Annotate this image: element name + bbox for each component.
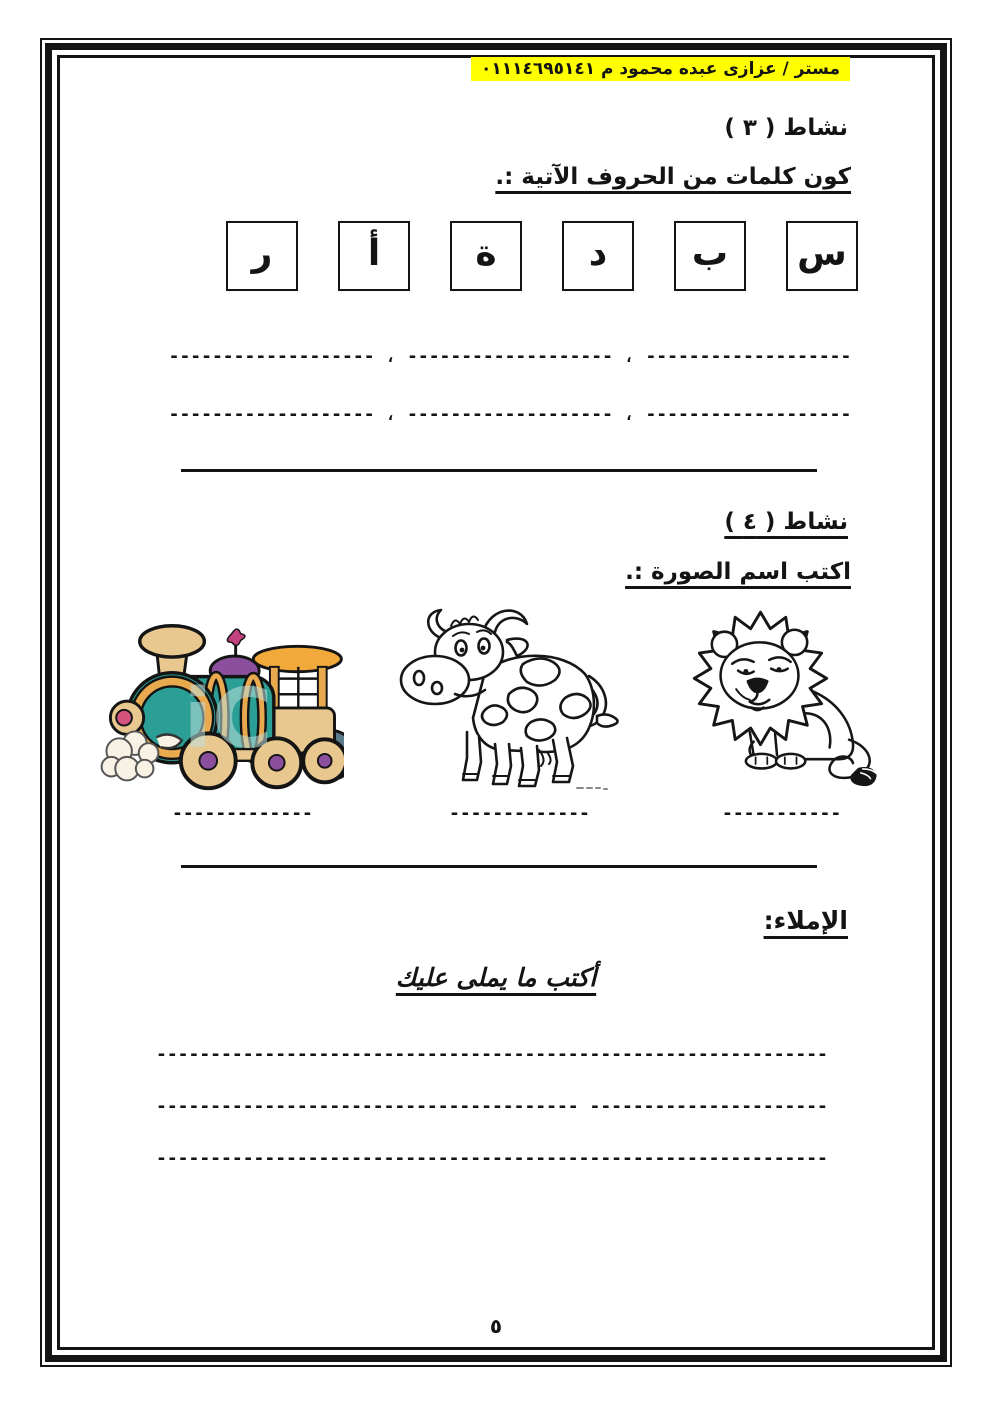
lion-illustration (668, 594, 888, 792)
activity3-instruction: كون كلمات من الحروف الآتية :. (495, 164, 851, 190)
activity3-title: نشاط ( ٣ ) (724, 115, 848, 141)
letter-tile-ba: ب (674, 221, 746, 291)
teacher-info-banner: مستر / عزازى عبده محمود م ٠١١١٤٦٩٥١٤١ (471, 57, 850, 81)
answer-blank-row: ------------------- ، ------------------- ، ------------------- (168, 346, 852, 367)
dictation-title: الإملاء: (763, 906, 848, 935)
letter-tile-ta-marbuta: ة (450, 221, 522, 291)
letter-tile-alif: أ (338, 221, 410, 291)
activity4-instruction: اكتب اسم الصورة :. (625, 559, 851, 585)
activity4-title: نشاط ( ٤ ) (724, 509, 848, 535)
divider-line (181, 865, 817, 868)
train-illustration (96, 614, 344, 798)
dictation-blank-line: -------------------------------------------------------------- (156, 1044, 828, 1065)
picture-answer-blank: ------------- (172, 803, 313, 824)
cow-illustration (380, 598, 632, 796)
picture-answer-blank: ----------- (722, 803, 842, 824)
letter-tile-ra: ر (226, 221, 298, 291)
letter-tiles-row (226, 221, 858, 293)
dictation-blank-line: -------------------------------------------------------------- (156, 1148, 828, 1169)
page-number: ٥ (489, 1314, 503, 1338)
dictation-blank-line: --------------------------------------- ---------------------- (156, 1096, 828, 1117)
letter-tile-dal: د (562, 221, 634, 291)
letter-tile-seen: س (786, 221, 858, 291)
divider-line (181, 469, 817, 472)
answer-blank-row: ------------------- ، ------------------- ، ------------------- (168, 404, 852, 425)
watermark-text: iC (183, 672, 273, 768)
dictation-instruction: أكتب ما يملى عليك (395, 963, 597, 992)
picture-answer-blank: ------------- (449, 803, 590, 824)
